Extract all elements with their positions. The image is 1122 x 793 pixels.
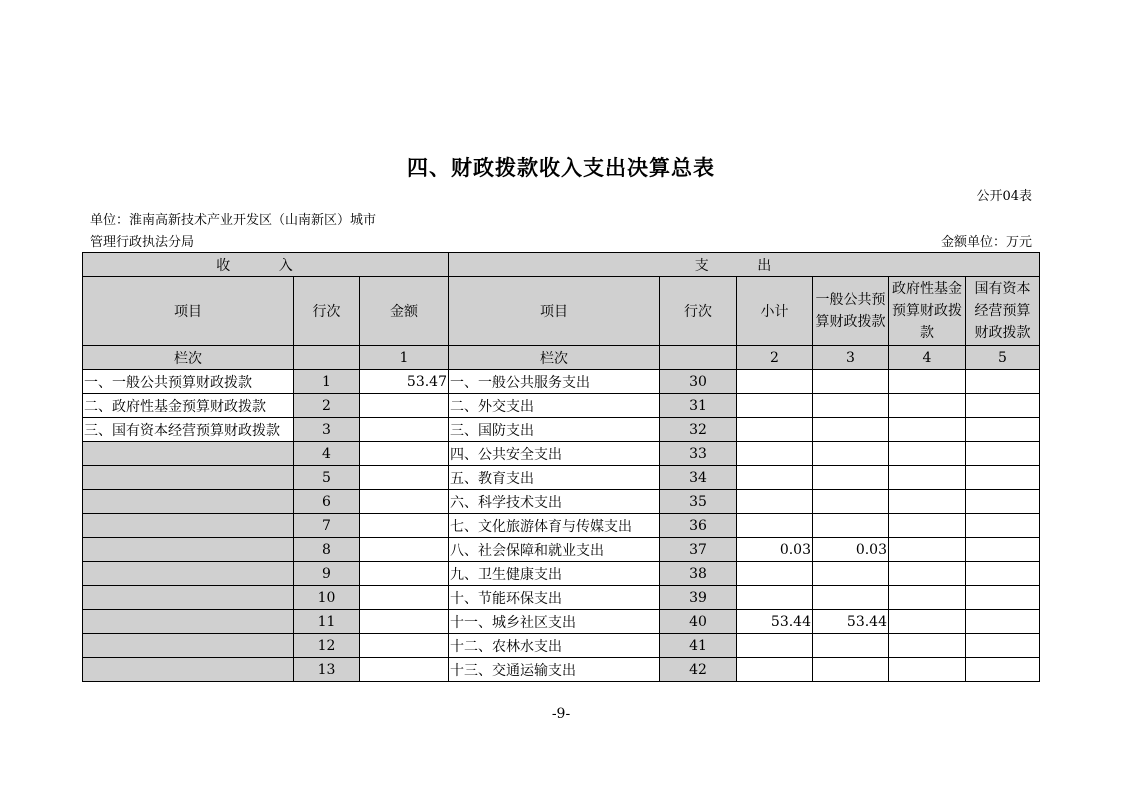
subtotal-cell: [737, 442, 813, 466]
general-budget-cell: [813, 562, 889, 586]
general-budget-cell: [813, 418, 889, 442]
income-row-header: 行次: [294, 277, 360, 346]
expense-row-cell: 31: [660, 394, 737, 418]
column-exp-blank: [660, 346, 737, 370]
income-header: 收 入: [83, 253, 449, 277]
table-row: [83, 634, 1040, 658]
income-row-cell: 13: [294, 658, 360, 682]
table-row: [83, 418, 1040, 442]
subtotal-cell: 53.44: [737, 610, 813, 634]
gov-fund-cell: [889, 490, 966, 514]
expense-row-cell: 35: [660, 490, 737, 514]
subtotal-cell: [737, 490, 813, 514]
income-item-cell: [83, 610, 294, 634]
state-capital-cell: [966, 610, 1040, 634]
expense-row-cell: 40: [660, 610, 737, 634]
expense-item-cell: 五、教育支出: [449, 466, 660, 490]
expense-row-header: 行次: [660, 277, 737, 346]
gov-fund-cell: [889, 514, 966, 538]
income-item-header: 项目: [83, 277, 294, 346]
income-item-cell: [83, 538, 294, 562]
table-row: [83, 442, 1040, 466]
gov-fund-cell: [889, 658, 966, 682]
column-exp-label: 栏次: [449, 346, 660, 370]
income-item-cell: 三、国有资本经营预算财政拨款: [83, 418, 294, 442]
expense-row-cell: 39: [660, 586, 737, 610]
table-row: [83, 538, 1040, 562]
expense-row-cell: 36: [660, 514, 737, 538]
income-row-cell: 4: [294, 442, 360, 466]
state-capital-cell: [966, 514, 1040, 538]
expense-item-cell: 十、节能环保支出: [449, 586, 660, 610]
expense-item-cell: 六、科学技术支出: [449, 490, 660, 514]
column-2: 2: [737, 346, 813, 370]
gov-fund-cell: [889, 394, 966, 418]
form-code: 公开04表: [976, 189, 1032, 204]
income-row-cell: 2: [294, 394, 360, 418]
money-unit: 金额单位：万元: [940, 235, 1032, 250]
gov-fund-header: 政府性基金预算财政拨款: [889, 277, 966, 346]
gov-fund-cell: [889, 634, 966, 658]
expense-item-cell: 二、外交支出: [449, 394, 660, 418]
subtotal-cell: [737, 514, 813, 538]
income-item-cell: [83, 658, 294, 682]
state-capital-cell: [966, 562, 1040, 586]
gov-fund-cell: [889, 442, 966, 466]
income-item-cell: [83, 490, 294, 514]
table-row: [83, 370, 1040, 394]
income-amount-cell: [360, 418, 449, 442]
gov-fund-cell: [889, 562, 966, 586]
state-capital-cell: [966, 370, 1040, 394]
gov-fund-cell: [889, 610, 966, 634]
table-row: [83, 394, 1040, 418]
expense-item-cell: 十三、交通运输支出: [449, 658, 660, 682]
income-amount-cell: [360, 562, 449, 586]
income-row-cell: 11: [294, 610, 360, 634]
general-budget-cell: [813, 490, 889, 514]
table-row: [83, 562, 1040, 586]
gov-fund-cell: [889, 418, 966, 442]
state-capital-cell: [966, 418, 1040, 442]
general-budget-cell: [813, 658, 889, 682]
income-amount-cell: [360, 634, 449, 658]
income-item-cell: [83, 514, 294, 538]
general-budget-cell: [813, 394, 889, 418]
state-capital-cell: [966, 490, 1040, 514]
income-row-cell: 10: [294, 586, 360, 610]
expense-item-cell: 一、一般公共服务支出: [449, 370, 660, 394]
unit-line-1: 单位：淮南高新技术产业开发区（山南新区）城市: [90, 213, 377, 228]
general-budget-cell: [813, 634, 889, 658]
expense-item-cell: 十二、农林水支出: [449, 634, 660, 658]
income-amount-cell: [360, 538, 449, 562]
expense-item-cell: 十一、城乡社区支出: [449, 610, 660, 634]
state-capital-cell: [966, 658, 1040, 682]
expense-row-cell: 38: [660, 562, 737, 586]
income-amount-cell: [360, 658, 449, 682]
expense-row-cell: 34: [660, 466, 737, 490]
subtotal-cell: [737, 562, 813, 586]
income-row-cell: 8: [294, 538, 360, 562]
expense-row-cell: 32: [660, 418, 737, 442]
column-5: 5: [966, 346, 1040, 370]
income-item-cell: 一、一般公共预算财政拨款: [83, 370, 294, 394]
state-capital-cell: [966, 466, 1040, 490]
subtotal-cell: [737, 370, 813, 394]
income-amount-cell: [360, 394, 449, 418]
income-amount-header: 金额: [360, 277, 449, 346]
expense-row-cell: 37: [660, 538, 737, 562]
expense-row-cell: 42: [660, 658, 737, 682]
income-item-cell: [83, 562, 294, 586]
expense-item-header: 项目: [449, 277, 660, 346]
general-budget-cell: 0.03: [813, 538, 889, 562]
income-amount-cell: [360, 490, 449, 514]
table-row: [83, 586, 1040, 610]
income-item-cell: [83, 442, 294, 466]
state-capital-cell: [966, 394, 1040, 418]
page-number: -9-: [551, 706, 571, 722]
general-budget-cell: 53.44: [813, 610, 889, 634]
expense-header: 支 出: [449, 253, 1040, 277]
general-budget-cell: [813, 466, 889, 490]
column-label: 栏次: [83, 346, 294, 370]
table-row: [83, 490, 1040, 514]
table-row: [83, 658, 1040, 682]
income-row-cell: 12: [294, 634, 360, 658]
expense-row-cell: 33: [660, 442, 737, 466]
gov-fund-cell: [889, 466, 966, 490]
income-amount-cell: [360, 610, 449, 634]
income-amount-cell: [360, 442, 449, 466]
expense-row-cell: 30: [660, 370, 737, 394]
table-row: [83, 610, 1040, 634]
general-budget-cell: [813, 442, 889, 466]
income-item-cell: [83, 634, 294, 658]
state-capital-header: 国有资本经营预算财政拨款: [966, 277, 1040, 346]
page-title: 四、财政拨款收入支出决算总表: [407, 156, 715, 180]
expense-row-cell: 41: [660, 634, 737, 658]
general-budget-header: 一般公共预算财政拨款: [813, 277, 889, 346]
subtotal-header: 小计: [737, 277, 813, 346]
subtotal-cell: [737, 418, 813, 442]
income-amount-cell: [360, 586, 449, 610]
gov-fund-cell: [889, 538, 966, 562]
income-amount-cell: [360, 514, 449, 538]
expense-item-cell: 三、国防支出: [449, 418, 660, 442]
table-row: [83, 466, 1040, 490]
subtotal-cell: [737, 634, 813, 658]
income-item-cell: [83, 466, 294, 490]
general-budget-cell: [813, 586, 889, 610]
income-row-cell: 3: [294, 418, 360, 442]
income-row-cell: 6: [294, 490, 360, 514]
budget-table: [82, 252, 1040, 682]
subtotal-cell: [737, 466, 813, 490]
income-amount-cell: 53.47: [360, 370, 449, 394]
income-amount-cell: [360, 466, 449, 490]
subtotal-cell: [737, 658, 813, 682]
column-1: 1: [360, 346, 449, 370]
income-item-cell: [83, 586, 294, 610]
income-item-cell: 二、政府性基金预算财政拨款: [83, 394, 294, 418]
income-row-cell: 5: [294, 466, 360, 490]
income-row-cell: 1: [294, 370, 360, 394]
column-3: 3: [813, 346, 889, 370]
general-budget-cell: [813, 514, 889, 538]
gov-fund-cell: [889, 586, 966, 610]
state-capital-cell: [966, 586, 1040, 610]
expense-item-cell: 七、文化旅游体育与传媒支出: [449, 514, 660, 538]
unit-line-2: 管理行政执法分局: [90, 235, 195, 250]
column-4: 4: [889, 346, 966, 370]
subtotal-cell: [737, 394, 813, 418]
expense-item-cell: 四、公共安全支出: [449, 442, 660, 466]
subtotal-cell: [737, 586, 813, 610]
general-budget-cell: [813, 370, 889, 394]
income-row-cell: 9: [294, 562, 360, 586]
income-row-cell: 7: [294, 514, 360, 538]
gov-fund-cell: [889, 370, 966, 394]
state-capital-cell: [966, 634, 1040, 658]
table-row: [83, 514, 1040, 538]
column-blank: [294, 346, 360, 370]
expense-item-cell: 八、社会保障和就业支出: [449, 538, 660, 562]
subtotal-cell: 0.03: [737, 538, 813, 562]
state-capital-cell: [966, 538, 1040, 562]
state-capital-cell: [966, 442, 1040, 466]
expense-item-cell: 九、卫生健康支出: [449, 562, 660, 586]
